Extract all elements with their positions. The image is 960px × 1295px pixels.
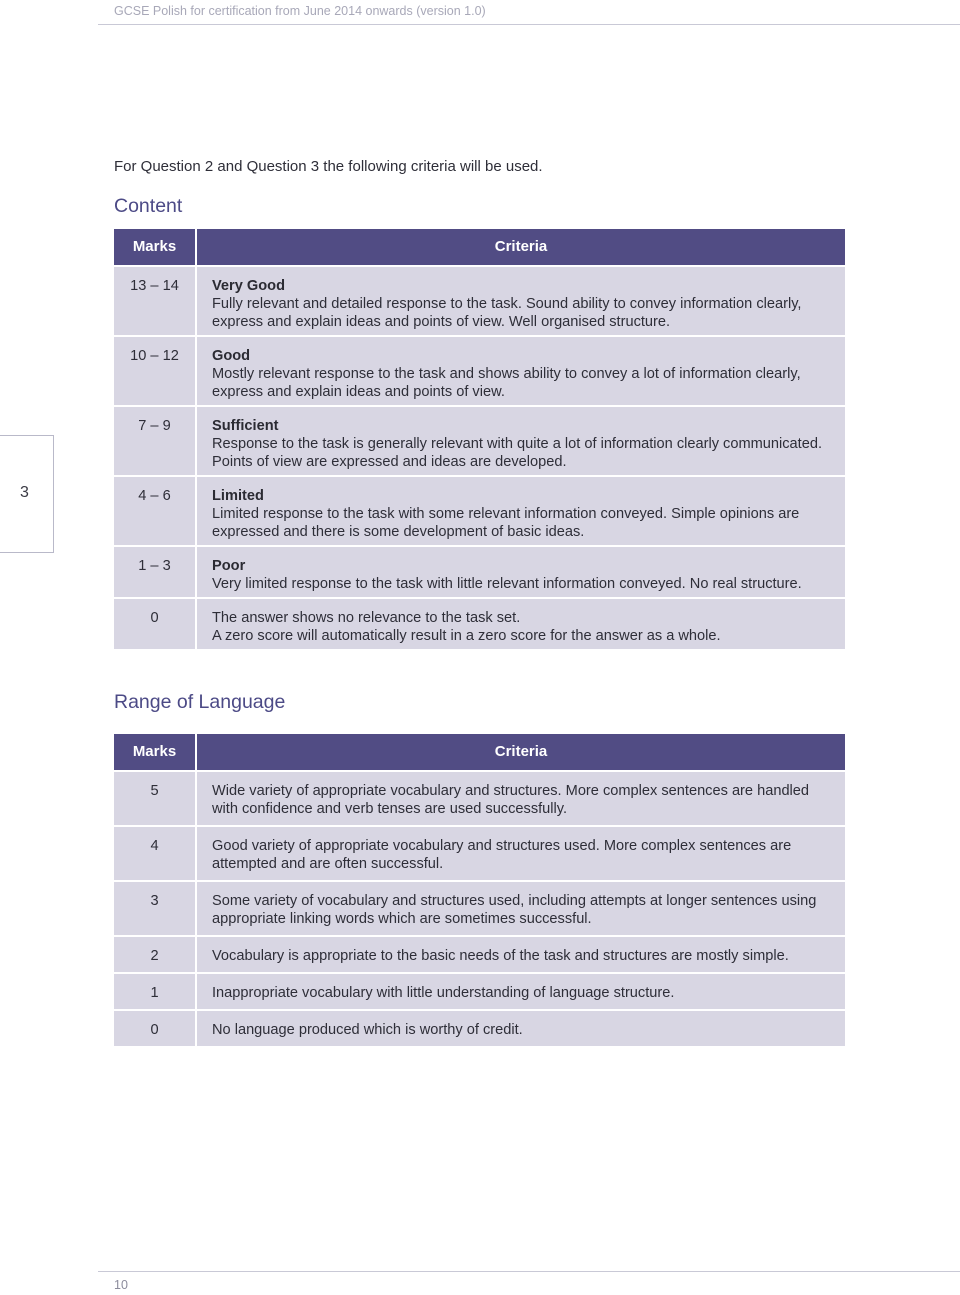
level-title: Very Good <box>212 278 285 294</box>
table-row <box>114 882 845 937</box>
header-divider <box>98 24 960 25</box>
table-row <box>114 267 845 337</box>
table-row <box>114 547 845 599</box>
criteria-cell: Inappropriate vocabulary with little understanding of language structure. <box>197 974 845 1011</box>
level-description: Limited response to the task with some relevant information conveyed. Simple opinions are expressed and there is some development of basic ideas. <box>212 506 800 540</box>
marks-cell: 1 – 3 <box>114 547 197 599</box>
criteria-cell: Vocabulary is appropriate to the basic needs of the task and structures are mostly simple. <box>197 937 845 974</box>
table-row <box>114 337 845 407</box>
criteria-cell <box>197 599 845 651</box>
table-header-row <box>114 734 845 772</box>
content-heading: Content <box>114 195 183 217</box>
running-header: GCSE Polish for certification from June 2014 onwards (version 1.0) <box>114 4 486 18</box>
criteria-cell: Some variety of vocabulary and structures used, including attempts at longer sentences using appropriate linking words which are sometimes successful. <box>197 882 845 937</box>
marks-cell: 2 <box>114 937 197 974</box>
table-row <box>114 974 845 1011</box>
section-tab <box>0 435 54 553</box>
marks-cell: 4 – 6 <box>114 477 197 547</box>
marks-cell: 4 <box>114 827 197 882</box>
table-row <box>114 477 845 547</box>
criteria-column-header: Criteria <box>197 229 845 267</box>
table-row <box>114 827 845 882</box>
table-row <box>114 772 845 827</box>
level-description: Very limited response to the task with little relevant information conveyed. No real structure. <box>212 576 802 592</box>
level-title: Limited <box>212 488 264 504</box>
criteria-column-header: Criteria <box>197 734 845 772</box>
language-criteria-table <box>114 734 845 1048</box>
level-description: The answer shows no relevance to the task set. <box>212 610 521 626</box>
criteria-cell <box>197 407 845 477</box>
marks-cell: 7 – 9 <box>114 407 197 477</box>
marks-cell: 0 <box>114 599 197 651</box>
level-title: Sufficient <box>212 418 279 434</box>
criteria-cell <box>197 337 845 407</box>
criteria-cell: Good variety of appropriate vocabulary and structures used. More complex sentences are attempted and are often successful. <box>197 827 845 882</box>
marks-cell: 0 <box>114 1011 197 1048</box>
table-row <box>114 937 845 974</box>
page-number: 10 <box>114 1278 128 1292</box>
marks-column-header: Marks <box>114 229 197 267</box>
content-criteria-table <box>114 229 845 651</box>
criteria-cell <box>197 267 845 337</box>
table-row <box>114 407 845 477</box>
level-description: Fully relevant and detailed response to the task. Sound ability to convey information clearly, express and explain ideas and points of view. Well organised structure. <box>212 296 802 330</box>
criteria-cell <box>197 477 845 547</box>
intro-text: For Question 2 and Question 3 the following criteria will be used. <box>114 158 543 175</box>
level-title: Poor <box>212 558 246 574</box>
marks-cell: 3 <box>114 882 197 937</box>
criteria-cell <box>197 547 845 599</box>
criteria-cell: No language produced which is worthy of credit. <box>197 1011 845 1048</box>
level-description: Mostly relevant response to the task and shows ability to convey a lot of information clearly, express and explain ideas and points of view. <box>212 366 801 400</box>
range-of-language-heading: Range of Language <box>114 691 286 713</box>
level-description-note: A zero score will automatically result in a zero score for the answer as a whole. <box>212 628 721 644</box>
level-title: Good <box>212 348 251 364</box>
marks-cell: 13 – 14 <box>114 267 197 337</box>
marks-cell: 10 – 12 <box>114 337 197 407</box>
section-tab-label: 3 <box>20 484 29 501</box>
table-header-row <box>114 229 845 267</box>
criteria-cell: Wide variety of appropriate vocabulary and structures. More complex sentences are handled with confidence and verb tenses are used successfully. <box>197 772 845 827</box>
marks-cell: 1 <box>114 974 197 1011</box>
table-row <box>114 1011 845 1048</box>
marks-column-header: Marks <box>114 734 197 772</box>
level-description: Response to the task is generally relevant with quite a lot of information clearly communicated. Points of view are expressed and ideas are developed. <box>212 436 823 470</box>
marks-cell: 5 <box>114 772 197 827</box>
table-row <box>114 599 845 651</box>
footer-divider <box>98 1271 960 1272</box>
